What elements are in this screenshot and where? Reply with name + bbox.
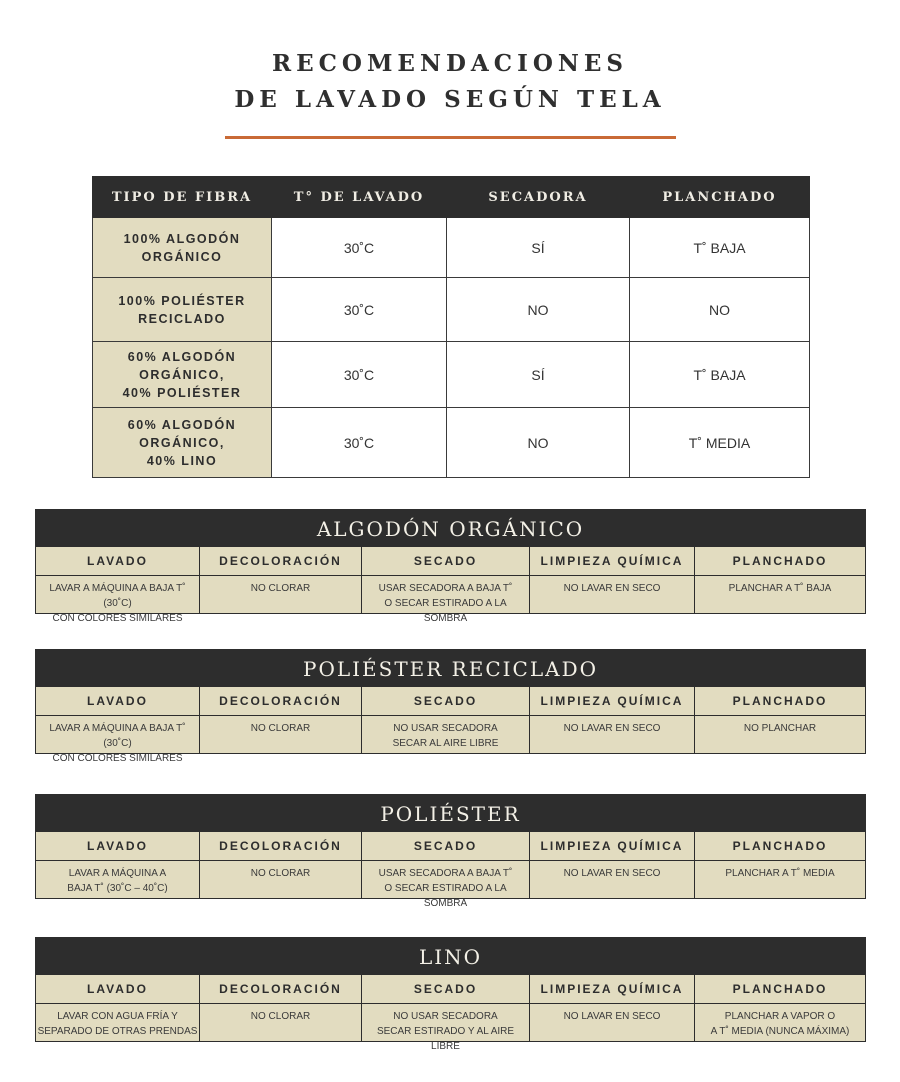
care-grid <box>36 832 865 909</box>
care-value-lavado: LAVAR CON AGUA FRÍA Y SEPARADO DE OTRAS PRENDAS <box>36 1004 200 1041</box>
iron-cell: T˚ BAJA <box>630 342 810 408</box>
care-header-decoloracion: DECOLORACIÓN <box>200 687 362 716</box>
iron-cell: T˚ MEDIA <box>630 408 810 478</box>
care-block-title: POLIÉSTER RECICLADO <box>36 650 865 687</box>
care-header-secado: SECADO <box>362 975 530 1004</box>
care-block-title: ALGODÓN ORGÁNICO <box>36 510 865 547</box>
care-header-planchado: PLANCHADO <box>695 832 865 861</box>
table-row <box>93 408 810 478</box>
care-block-algodon-organico <box>35 509 866 624</box>
care-value-limpieza-quimica: NO LAVAR EN SECO <box>530 861 695 898</box>
page-title-line2: DE LAVADO SEGÚN TELA <box>234 86 666 113</box>
care-value-secado: USAR SECADORA A BAJA T˚ O SECAR ESTIRADO A LA SOMBRA <box>362 861 530 898</box>
dryer-cell: NO <box>447 408 630 478</box>
temp-cell: 30˚C <box>272 218 447 278</box>
summary-header-row <box>93 177 810 218</box>
care-header-planchado: PLANCHADO <box>695 975 865 1004</box>
dryer-cell: SÍ <box>447 218 630 278</box>
care-value-planchado: PLANCHAR A VAPOR O A T˚ MEDIA (NUNCA MÁXIMA) <box>710 1011 850 1037</box>
care-value-secado: NO USAR SECADORA SECAR AL AIRE LIBRE <box>362 716 530 753</box>
care-value-limpieza-quimica: NO LAVAR EN SECO <box>530 1004 695 1041</box>
iron-cell: NO <box>630 278 810 342</box>
fiber-cell: 100% ALGODÓN ORGÁNICO <box>93 218 272 278</box>
care-header-secado: SECADO <box>362 687 530 716</box>
care-block-lino <box>35 937 866 1052</box>
temp-cell: 30˚C <box>272 342 447 408</box>
care-value-decoloracion: NO CLORAR <box>200 576 362 613</box>
header-dryer: SECADORA <box>447 177 630 218</box>
care-value-planchado: PLANCHAR A T˚ MEDIA <box>725 868 835 879</box>
care-value-lavado: LAVAR A MÁQUINA A BAJA T˚ (30˚C) CON COLORES SIMILARES <box>36 576 200 613</box>
table-row <box>93 342 810 408</box>
care-block-poliester <box>35 794 866 909</box>
iron-cell: T˚ BAJA <box>630 218 810 278</box>
care-header-decoloracion: DECOLORACIÓN <box>200 975 362 1004</box>
care-header-limpieza-quimica: LIMPIEZA QUÍMICA <box>530 975 695 1004</box>
care-grid <box>36 547 865 624</box>
care-value-lavado: LAVAR A MÁQUINA A BAJA T˚ (30˚C) CON COLORES SIMILARES <box>36 716 200 753</box>
care-header-lavado: LAVADO <box>36 687 200 716</box>
care-block-title: LINO <box>36 938 865 975</box>
care-grid <box>36 975 865 1052</box>
care-header-secado: SECADO <box>362 832 530 861</box>
care-header-planchado: PLANCHADO <box>695 547 865 576</box>
fiber-cell: 60% ALGODÓN ORGÁNICO, 40% LINO <box>93 408 272 478</box>
temp-cell: 30˚C <box>272 408 447 478</box>
care-value-planchado: NO PLANCHAR <box>743 723 817 734</box>
summary-table <box>92 176 810 478</box>
header-ironing: PLANCHADO <box>630 177 810 218</box>
care-header-secado: SECADO <box>362 547 530 576</box>
title-divider <box>225 136 676 139</box>
care-header-lavado: LAVADO <box>36 832 200 861</box>
dryer-cell: SÍ <box>447 342 630 408</box>
care-value-decoloracion: NO CLORAR <box>200 861 362 898</box>
table-row <box>93 218 810 278</box>
temp-cell: 30˚C <box>272 278 447 342</box>
care-header-lavado: LAVADO <box>36 547 200 576</box>
header-fiber-type: TIPO DE FIBRA <box>93 177 272 218</box>
page-title <box>0 46 900 118</box>
header-wash-temp: T° DE LAVADO <box>272 177 447 218</box>
care-value-lavado: LAVAR A MÁQUINA A BAJA T˚ (30˚C – 40˚C) <box>36 861 200 898</box>
care-header-planchado: PLANCHADO <box>695 687 865 716</box>
care-header-limpieza-quimica: LIMPIEZA QUÍMICA <box>530 832 695 861</box>
care-value-limpieza-quimica: NO LAVAR EN SECO <box>530 716 695 753</box>
table-row <box>93 278 810 342</box>
page-title-line1: RECOMENDACIONES <box>271 50 629 77</box>
fiber-cell: 100% POLIÉSTER RECICLADO <box>93 278 272 342</box>
care-value-limpieza-quimica: NO LAVAR EN SECO <box>530 576 695 613</box>
fiber-cell: 60% ALGODÓN ORGÁNICO, 40% POLIÉSTER <box>93 342 272 408</box>
care-value-planchado: PLANCHAR A T˚ BAJA <box>728 583 832 594</box>
dryer-cell: NO <box>447 278 630 342</box>
care-value-secado: USAR SECADORA A BAJA T˚ O SECAR ESTIRADO A LA SOMBRA <box>362 576 530 613</box>
care-block-poliester-reciclado <box>35 649 866 764</box>
care-header-limpieza-quimica: LIMPIEZA QUÍMICA <box>530 547 695 576</box>
care-value-decoloracion: NO CLORAR <box>200 716 362 753</box>
care-grid <box>36 687 865 764</box>
care-header-decoloracion: DECOLORACIÓN <box>200 547 362 576</box>
care-header-decoloracion: DECOLORACIÓN <box>200 832 362 861</box>
care-value-secado: NO USAR SECADORA SECAR ESTIRADO Y AL AIRE LIBRE <box>362 1004 530 1041</box>
care-header-limpieza-quimica: LIMPIEZA QUÍMICA <box>530 687 695 716</box>
care-value-decoloracion: NO CLORAR <box>200 1004 362 1041</box>
care-header-lavado: LAVADO <box>36 975 200 1004</box>
care-block-title: POLIÉSTER <box>36 795 865 832</box>
